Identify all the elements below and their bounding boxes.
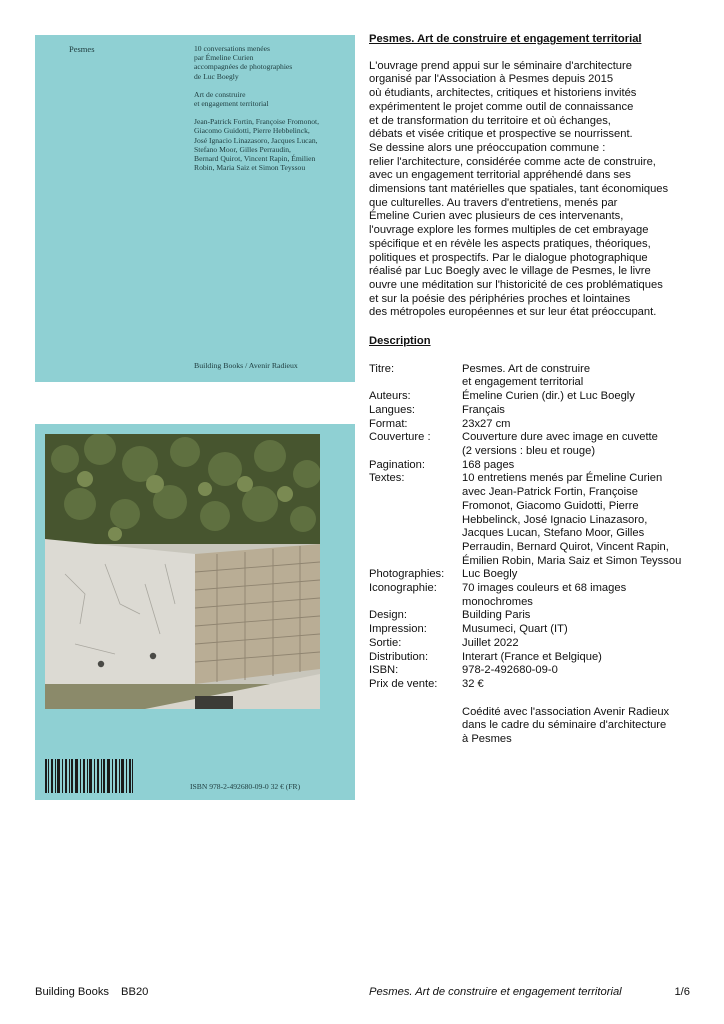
specs-table — [369, 363, 694, 692]
intro-paragraph: L'ouvrage prend appui sur le séminaire d'architecture organisé par l'Association à Pesmes depuis 2015 où étudiants, architectes, critiques et historiens invités expérimentent le projet comme outil de connaissance et de transformation du territoire et où échanges, débats et visée critique et prospective se nourrissent. Se dessine alors une préoccupation commune : relier l'architecture, considérée comme acte de construire, avec un engagement territorial appréhendé dans ses dimensions tant matérielles que spatiales, tant économiques que culturelles. Au travers d'entretiens, menés par Émeline Curien avec plusieurs de ces intervenants, l'ouvrage explore les formes multiples de cet embrayage spécifique et en révèle les aspects pratiques, théoriques, politiques et prospectifs. Par le dialogue photographique réalisé par Luc Boegly avec le village de Pesmes, le livre ouvre une méditation sur l'historicité de ces problématiques et sur la poésie des périphéries proches et lointaines des métropoles européennes et sur leur état préoccupant. — [369, 59, 669, 319]
footer-publisher: Building Books — [35, 986, 110, 998]
cover-subtitle: 10 conversations menées par Émeline Curien accompagnées de photographies de Luc Boegly — [194, 44, 293, 81]
footer-code: BB20 — [121, 986, 149, 998]
footer-title: Pesmes. Art de construire et engagement territorial — [369, 986, 622, 998]
spec-row-titre: Titre: Pesmes. Art de construire et engagement territorial — [369, 362, 591, 389]
spec-row-distribution: Distribution: Interart (France et Belgique) — [369, 650, 602, 663]
spec-row-pagination: Pagination: 168 pages — [369, 458, 515, 471]
page-number: 1/6 — [674, 986, 690, 998]
spec-row-langues: Langues: Français — [369, 403, 505, 416]
footer-publisher-block — [35, 986, 148, 998]
spec-row-isbn: ISBN: 978-2-492680-09-0 — [369, 664, 558, 677]
spec-row-format: Format: 23x27 cm — [369, 417, 511, 430]
book-heading: Pesmes. Art de construire et engagement territorial — [369, 33, 642, 45]
front-cover-image — [35, 35, 355, 382]
description-heading: Description — [369, 335, 431, 348]
spec-row-impression: Impression: Musumeci, Quart (IT) — [369, 623, 568, 636]
spec-row-design: Design: Building Paris — [369, 609, 531, 622]
spec-row-sortie: Sortie: Juillet 2022 — [369, 636, 519, 649]
spec-row-prix: Prix de vente: 32 € — [369, 677, 484, 690]
spec-row-photographies: Photographies: Luc Boegly — [369, 568, 518, 581]
coedition-note: Coédité avec l'association Avenir Radieux dans le cadre du séminaire d'architecture à Pesmes — [462, 705, 670, 746]
cover-text-column — [194, 44, 344, 181]
cover-title-label: Pesmes — [69, 44, 95, 54]
wall-photo — [45, 434, 320, 709]
cover-contributors: Jean-Patrick Fortin, Françoise Fromonot, Giacomo Guidotti, Pierre Hebbelinck, José Ignacio Linazasoro, Jacques Lucan, Stefano Moor, Gilles Perraudin, Bernard Quirot, Vincent Rapin, Émilien Robin, Maria Saiz et Simon Teyssou — [194, 117, 320, 173]
back-cover-image — [35, 424, 355, 800]
barcode — [45, 759, 133, 793]
page-footer — [35, 986, 690, 1000]
cover-publishers: Building Books / Avenir Radieux — [194, 361, 298, 370]
spec-row-auteurs: Auteurs: Émeline Curien (dir.) et Luc Boegly — [369, 390, 635, 403]
spec-row-textes: Textes: 10 entretiens menés par Émeline Curien avec Jean-Patrick Fortin, Françoise Fromonot, Giacomo Guidotti, Pierre Hebbelinck, José Ignacio Linazasoro, Jacques Lucan, Stefano Moor, Gilles Perraudin, Bernard Quirot, Vincent Rapin, Émilien Robin, Maria Saiz et Simon Teyssou — [369, 472, 682, 567]
spec-row-couverture: Couverture : Couverture dure avec image en cuvette (2 versions : bleu et rouge) — [369, 431, 658, 457]
spec-row-iconographie: Iconographie: 70 images couleurs et 68 images monochromes — [369, 582, 627, 608]
wall-photo-illustration — [45, 434, 320, 709]
back-cover-isbn-price: ISBN 978-2-492680-09-0 32 € (FR) — [190, 782, 301, 791]
book-info-column — [369, 33, 694, 747]
cover-book-title: Art de construire et engagement territorial — [194, 89, 269, 109]
